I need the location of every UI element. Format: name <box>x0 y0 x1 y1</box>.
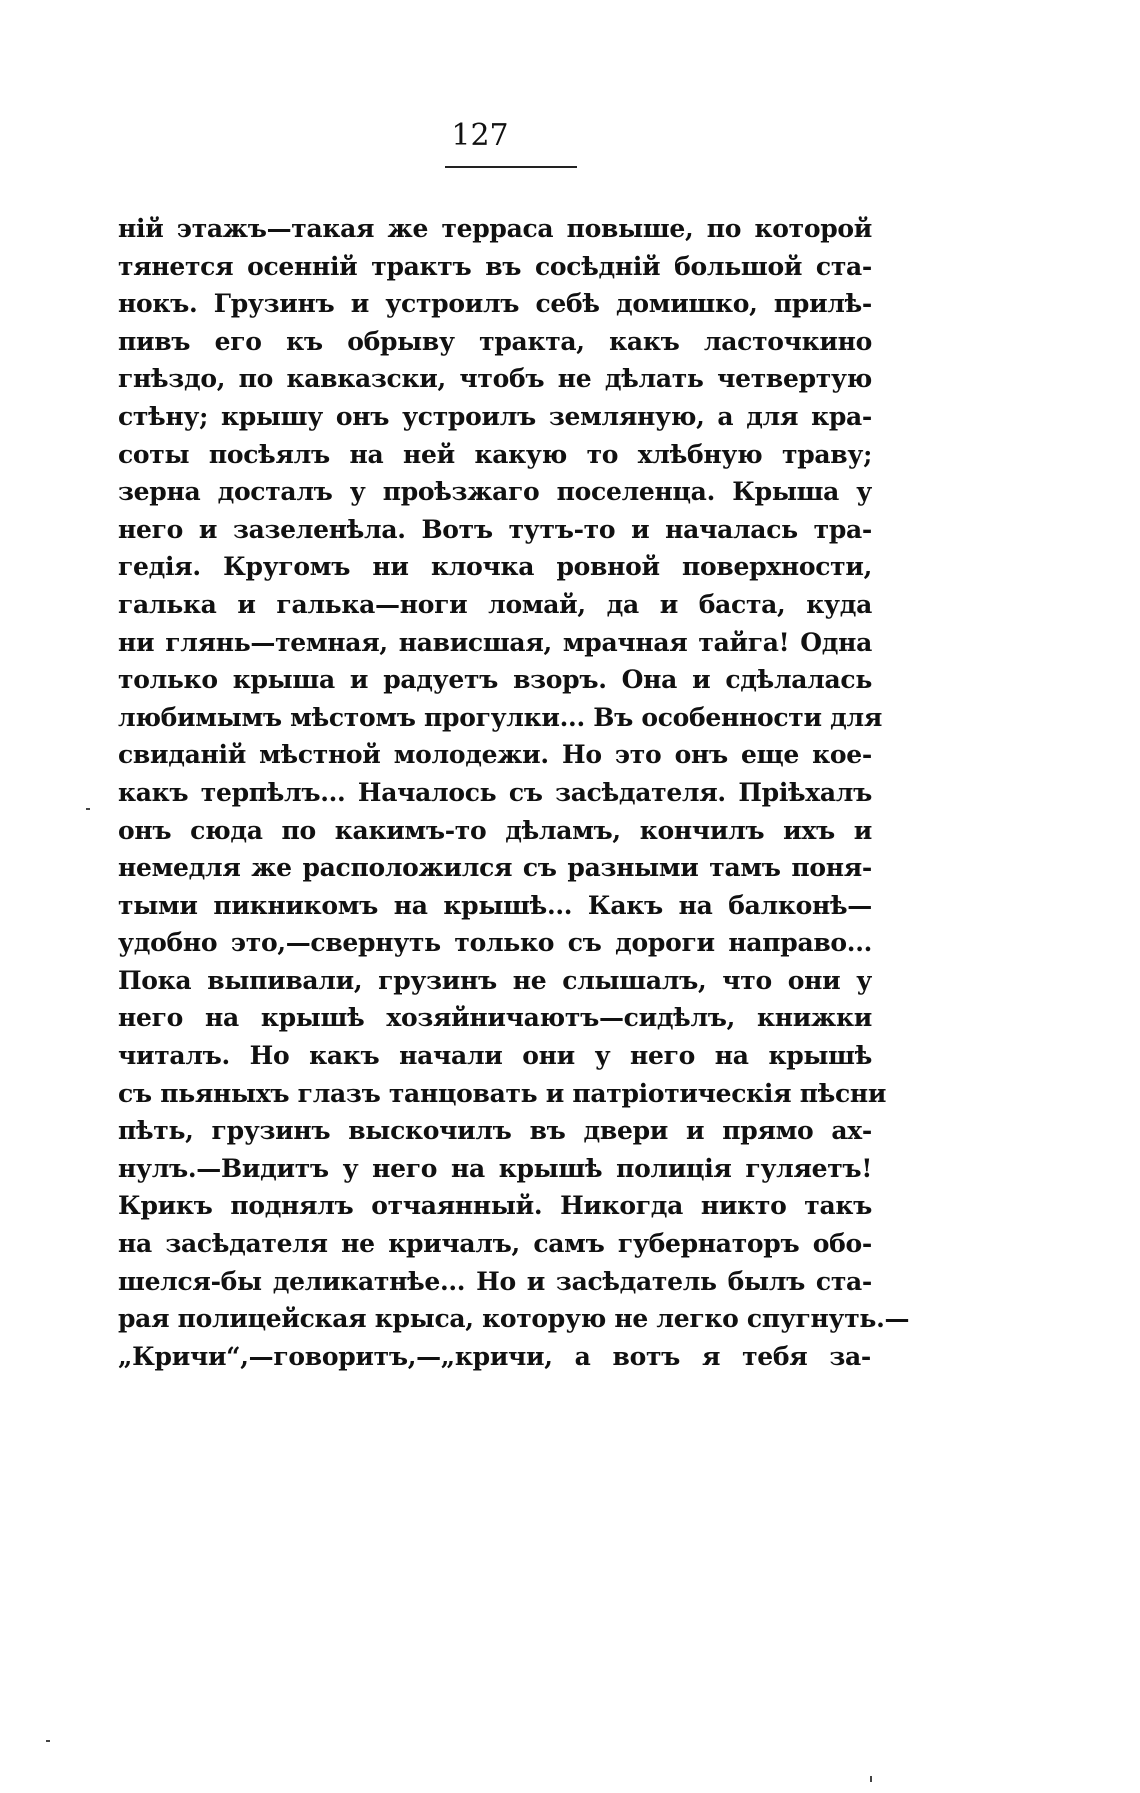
text-line: свиданій мѣстной молодежи. Но это онъ еще кое- <box>118 740 872 770</box>
text-line: только крыша и радуетъ взоръ. Она и сдѣлалась <box>118 665 872 695</box>
text-line: ни глянь—темная, нависшая, мрачная тайга! Одна <box>118 627 872 657</box>
text-line: рая полицейская крыса, которую не легко спугнуть.— <box>118 1304 910 1334</box>
text-line: него и зазеленѣла. Вотъ тутъ-то и началась тра- <box>118 514 872 544</box>
text-line: тянется осенній трактъ въ сосѣдній большой ста- <box>118 251 872 281</box>
margin-mark-bottom-right <box>870 1776 872 1782</box>
text-line: читалъ. Но какъ начали они у него на крышѣ <box>118 1041 872 1071</box>
text-line: него на крышѣ хозяйничаютъ—сидѣлъ, книжки <box>118 1003 872 1033</box>
text-line: нокъ. Грузинъ и устроилъ себѣ домишко, прилѣ- <box>118 289 872 319</box>
text-line: гедія. Кругомъ ни клочка ровной поверхности, <box>118 552 872 582</box>
text-line: немедля же расположился съ разными тамъ поня- <box>118 853 872 883</box>
text-line: пѣть, грузинъ выскочилъ въ двери и прямо ах- <box>118 1116 872 1146</box>
text-line: удобно это,—свернуть только съ дороги направо... <box>118 928 872 958</box>
text-line: онъ сюда по какимъ-то дѣламъ, кончилъ ихъ и <box>118 815 872 845</box>
text-line: тыми пикникомъ на крышѣ... Какъ на балконѣ— <box>118 890 872 920</box>
text-line: пивъ его къ обрыву тракта, какъ ласточкино <box>118 326 872 356</box>
text-line: ній этажъ—такая же терраса повыше, по которой <box>118 214 872 243</box>
text-line: съ пьяныхъ глазъ танцовать и патріотическія пѣсни <box>118 1078 887 1108</box>
text-line: нулъ.—Видитъ у него на крышѣ полиція гуляетъ! <box>118 1153 872 1183</box>
text-line: соты посѣялъ на ней какую то хлѣбную траву; <box>118 439 872 469</box>
text-line: стѣну; крышу онъ устроилъ земляную, а для кра- <box>118 401 872 431</box>
text-line: Пока выпивали, грузинъ не слышалъ, что они у <box>118 965 872 995</box>
text-line: зерна досталъ у проѣзжаго поселенца. Крыша у <box>118 477 872 507</box>
text-line: какъ терпѣлъ... Началось съ засѣдателя. Пріѣхалъ <box>118 777 872 807</box>
margin-mark-left <box>86 808 90 810</box>
text-line: шелся-бы деликатнѣе... Но и засѣдатель былъ ста- <box>118 1266 872 1296</box>
page-number: 127 <box>451 118 509 153</box>
margin-mark-bottom-left <box>46 1740 50 1742</box>
text-line: на засѣдателя не кричалъ, самъ губернаторъ обо- <box>118 1229 872 1259</box>
body-text <box>118 210 910 1375</box>
text-line: галька и галька—ноги ломай, да и баста, куда <box>118 589 872 619</box>
text-line: гнѣздо, по кавказски, чтобъ не дѣлать четвертую <box>118 364 872 394</box>
text-line: „Кричи“,—говоритъ,—„кричи, а вотъ я тебя за- <box>118 1341 871 1371</box>
text-line: любимымъ мѣстомъ прогулки... Въ особенности для <box>118 702 883 732</box>
text-line: Крикъ поднялъ отчаянный. Никогда никто такъ <box>118 1191 872 1221</box>
page-number-rule <box>445 166 577 168</box>
